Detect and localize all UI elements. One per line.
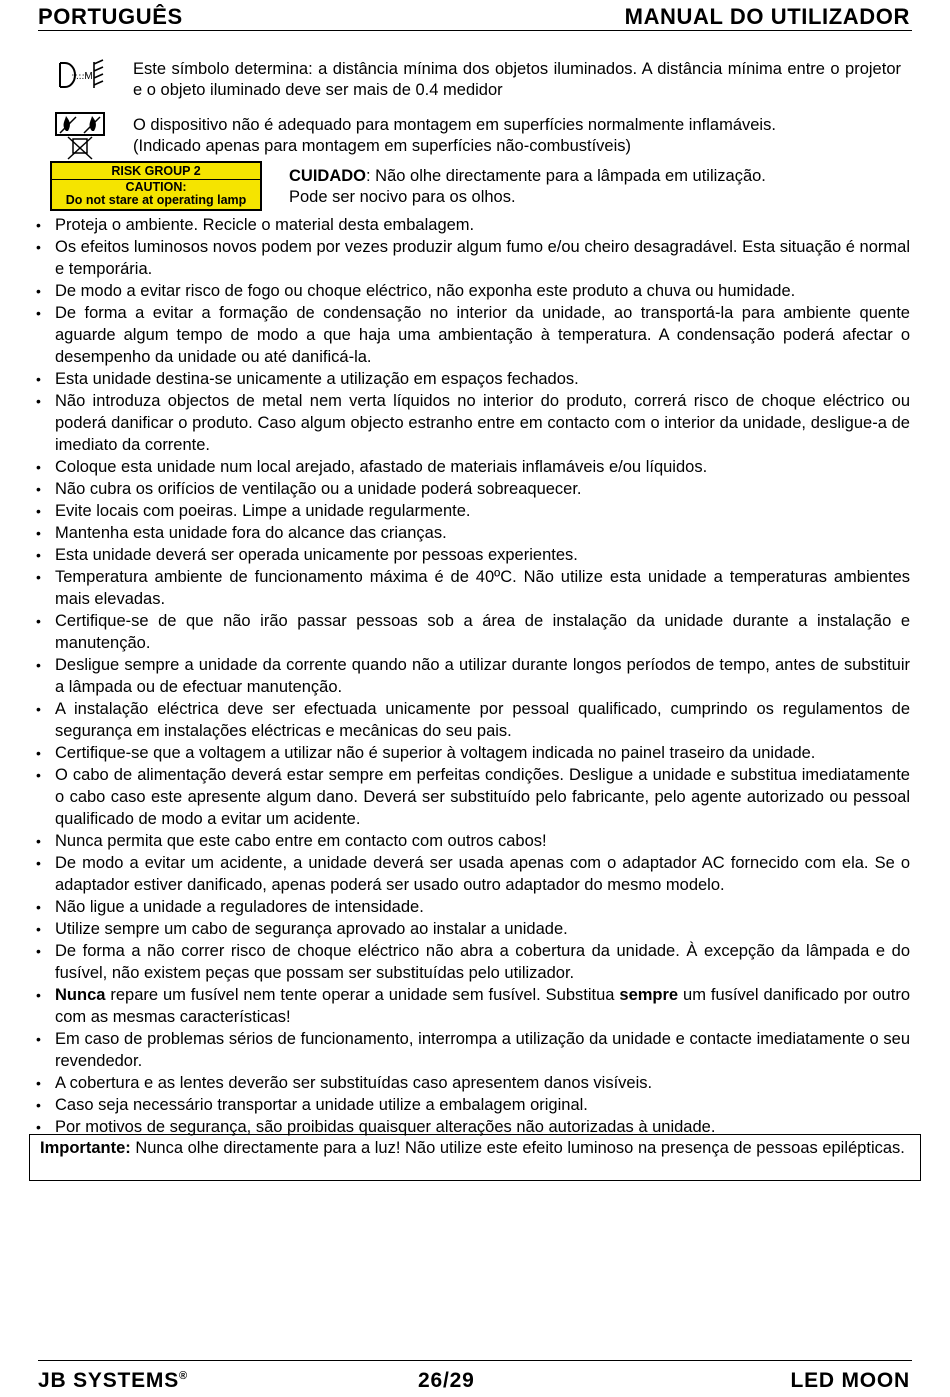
page-number: 26/29 bbox=[418, 1369, 475, 1392]
list-item: • Não cubra os orifícios de ventilação ou a unidade poderá sobreaquecer. bbox=[30, 478, 910, 500]
page-footer bbox=[38, 1360, 912, 1397]
list-item-fuse bbox=[30, 984, 910, 1028]
flammable-surface-icon bbox=[54, 111, 106, 161]
list-item: • Em caso de problemas sérios de funcionamento, interrompa a utilização da unidade e contacte imediatamente o seu revendedor. bbox=[30, 1028, 910, 1072]
list-item: • Desligue sempre a unidade da corrente quando não a utilizar durante longos períodos de tempo, antes de substituir a lâmpada ou de efectuar manutenção. bbox=[30, 654, 910, 698]
flammable-symbol-text bbox=[133, 115, 901, 157]
list-item: • Coloque esta unidade num local arejado, afastado de materiais inflamáveis e/ou líquidos. bbox=[30, 456, 910, 478]
list-item: • Os efeitos luminosos novos podem por vezes produzir algum fumo e/ou cheiro desagradável. Esta situação é normal e temporária. bbox=[30, 236, 910, 280]
safety-instructions-list bbox=[30, 214, 910, 1138]
cuidado-text bbox=[289, 166, 889, 208]
list-item: • De modo a evitar um acidente, a unidade deverá ser usada apenas com o adaptador AC fornecido com ela. Se o adaptador estiver danificado, apenas poderá ser usado outro adaptador do mesmo modelo. bbox=[30, 852, 910, 896]
caution-warning: Do not stare at operating lamp bbox=[65, 193, 247, 207]
flammable-line-2: (Indicado apenas para montagem em superfícies não-combustíveis) bbox=[133, 137, 632, 155]
page-header bbox=[38, 2, 912, 31]
cuidado-warning: : Não olhe directamente para a lâmpada em utilização. bbox=[366, 167, 766, 185]
list-item: • Por motivos de segurança, são proibidas quaisquer alterações não autorizadas à unidade. bbox=[30, 1116, 910, 1138]
registered-mark: ® bbox=[179, 1370, 188, 1382]
important-notice-box bbox=[29, 1134, 921, 1181]
flammable-line-1: O dispositivo não é adequado para montagem em superfícies normalmente inflamáveis. bbox=[133, 116, 776, 134]
footer-brand-name: JB SYSTEMS bbox=[38, 1369, 180, 1392]
fuse-never: Nunca bbox=[55, 986, 106, 1004]
list-item: • Esta unidade deverá ser operada unicamente por pessoas experientes. bbox=[30, 544, 910, 566]
list-item: • A cobertura e as lentes deverão ser substituídas caso apresentem danos visíveis. bbox=[30, 1072, 910, 1094]
important-label: Importante: bbox=[40, 1139, 131, 1157]
list-item: • Evite locais com poeiras. Limpe a unidade regularmente. bbox=[30, 500, 910, 522]
important-text: Nunca olhe directamente para a luz! Não utilize este efeito luminoso na presença de pessoas epilépticas. bbox=[130, 1139, 905, 1157]
list-item: • Certifique-se de que não irão passar pessoas sob a área de instalação da unidade durante a instalação e manutenção. bbox=[30, 610, 910, 654]
footer-brand bbox=[38, 1369, 188, 1393]
list-item: • Não introduza objectos de metal nem verta líquidos no interior do produto, correrá risco de choque eléctrico ou poderá danificar o produto. Caso algum objecto estranho entre em contacto com o interior da unidade, desligue-a de imediato da corrente. bbox=[30, 390, 910, 456]
min-distance-icon bbox=[56, 58, 106, 92]
fuse-text-2: um fusível danificado por outro com as mesmas características! bbox=[55, 986, 910, 1026]
list-item: • Esta unidade destina-se unicamente a utilização em espaços fechados. bbox=[30, 368, 910, 390]
list-item: • Mantenha esta unidade fora do alcance das crianças. bbox=[30, 522, 910, 544]
list-item: • De forma a evitar a formação de condensação no interior da unidade, ao transportá-la para ambiente quente aguarde algum tempo de modo a que haja uma ambientação à temperatura. A condensação poderá afectar o desempenho da unidade ou até danificá-la. bbox=[30, 302, 910, 368]
footer-product: LED MOON bbox=[790, 1369, 910, 1392]
list-item: • O cabo de alimentação deverá estar sempre em perfeitas condições. Desligue a unidade e substitua imediatamente o cabo caso este apresente algum dano. Deverá ser substituído pelo fabricante, pelo agente autorizado ou pessoal qualificado de modo a evitar um acidente. bbox=[30, 764, 910, 830]
fuse-always: sempre bbox=[619, 986, 679, 1004]
list-item: • De modo a evitar risco de fogo ou choque eléctrico, não exponha este produto a chuva ou humidade. bbox=[30, 280, 910, 302]
header-manual-title: MANUAL DO UTILIZADOR bbox=[624, 4, 910, 29]
fuse-text-1: repare um fusível nem tente operar a unidade sem fusível. Substitua bbox=[105, 986, 620, 1004]
cuidado-line-2: Pode ser nocivo para os olhos. bbox=[289, 188, 516, 206]
list-item: • Utilize sempre um cabo de segurança aprovado ao instalar a unidade. bbox=[30, 918, 910, 940]
list-item: • A instalação eléctrica deve ser efectuada unicamente por pessoal qualificado, cumprindo os regulamentos de segurança em instalações eléctricas e mecânicas do seu pais. bbox=[30, 698, 910, 742]
risk-group-caution-label bbox=[50, 161, 262, 211]
caution-heading: CAUTION: bbox=[125, 180, 187, 194]
cuidado-label: CUIDADO bbox=[289, 167, 366, 185]
list-item: • Proteja o ambiente. Recicle o material desta embalagem. bbox=[30, 214, 910, 236]
list-item: • Temperatura ambiente de funcionamento máxima é de 40ºC. Não utilize esta unidade a temperaturas ambientes mais elevadas. bbox=[30, 566, 910, 610]
header-language: PORTUGUÊS bbox=[38, 4, 183, 29]
list-item: • Caso seja necessário transportar a unidade utilize a embalagem original. bbox=[30, 1094, 910, 1116]
list-item: • Nunca permita que este cabo entre em contacto com outros cabos! bbox=[30, 830, 910, 852]
min-distance-icon-label: ...M bbox=[76, 71, 93, 82]
list-item: • Não ligue a unidade a reguladores de intensidade. bbox=[30, 896, 910, 918]
list-item: • Certifique-se que a voltagem a utilizar não é superior à voltagem indicada no painel traseiro da unidade. bbox=[30, 742, 910, 764]
risk-group-text: RISK GROUP 2 bbox=[52, 165, 260, 180]
list-item: • De forma a não correr risco de choque eléctrico não abra a cobertura da unidade. À excepção da lâmpada e do fusível, não existem peças que possam ser substituídas pelo utilizador. bbox=[30, 940, 910, 984]
distance-symbol-text: Este símbolo determina: a distância mínima dos objetos iluminados. A distância mínima entre o projetor e o objeto iluminado deve ser mais de 0.4 medidor bbox=[133, 60, 901, 99]
